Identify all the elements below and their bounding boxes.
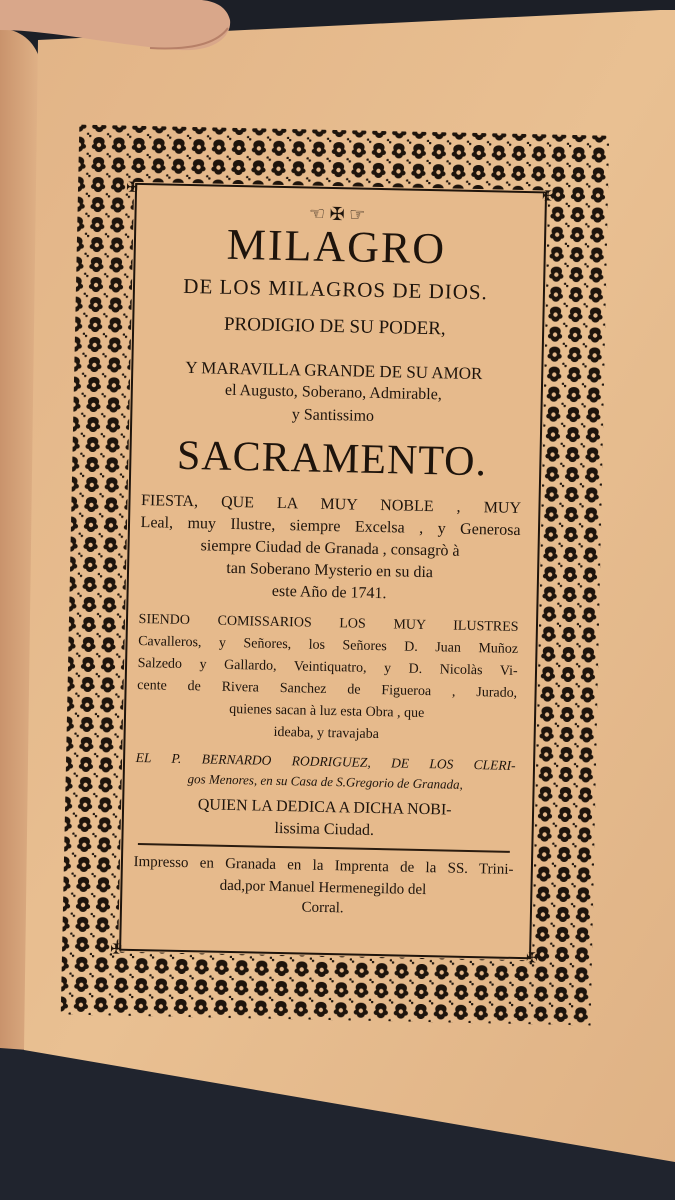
body-2-line-4: cente de Rivera Sanchez de Figueroa , Jurado, bbox=[137, 677, 518, 701]
divider-rule bbox=[138, 843, 510, 853]
title-page bbox=[133, 191, 528, 919]
body-2-line-2: Cavalleros, y Señores, los Señores D. Juan Muñoz bbox=[137, 634, 519, 657]
author-line-2: gos Menores, en su Casa de S.Gregorio de Granada, bbox=[187, 771, 464, 792]
subtitle-4: el Augusto, Soberano, Admirable, bbox=[224, 381, 442, 404]
dedication-line-2: lissima Ciudad. bbox=[274, 819, 375, 839]
author-line-1: EL P. BERNARDO RODRIGUEZ, DE LOS CLERI- bbox=[135, 749, 516, 773]
subtitle-2: PRODIGIO DE SU PODER, bbox=[223, 313, 446, 340]
main-word: SACRAMENTO. bbox=[176, 432, 488, 486]
imprint-line-3: Corral. bbox=[301, 899, 344, 917]
cross-fleuron-icon: ✠ bbox=[329, 203, 345, 225]
subtitle-5: y Santissimo bbox=[291, 406, 375, 425]
body-2-line-5: quienes sacan à luz esta Obra , que bbox=[229, 701, 425, 722]
body-1-line-5: este Año de 1741. bbox=[271, 582, 387, 603]
title: MILAGRO bbox=[226, 219, 447, 274]
imprint-line-1: Impresso en Granada en la Imprenta de la SS. Trini- bbox=[133, 853, 514, 878]
svg-text:✠: ✠ bbox=[525, 950, 539, 967]
body-2-line-6: ideaba, y travajaba bbox=[273, 724, 380, 743]
subtitle-1: DE LOS MILAGROS DE DIOS. bbox=[183, 273, 489, 305]
svg-text:✠: ✠ bbox=[110, 941, 123, 958]
imprint-line-2: dad,por Manuel Hermenegildo del bbox=[219, 877, 427, 899]
body-1-line-2: Leal, muy Ilustre, siempre Excelsa , y Generosa bbox=[140, 514, 521, 539]
body-2-line-1: SIENDO COMISSARIOS LOS MUY ILUSTRES bbox=[138, 612, 519, 635]
dedication-line-1: QUIEN LA DEDICA A DICHA NOBI- bbox=[197, 796, 452, 819]
svg-text:✠: ✠ bbox=[126, 179, 139, 196]
subtitle-3: Y MARAVILLA GRANDE DE SU AMOR bbox=[185, 357, 483, 384]
body-2-line-3: Salzedo y Gallardo, Veintiquatro, y D. Nicolàs Vi- bbox=[137, 655, 518, 679]
body-1-line-1: FIESTA, QUE LA MUY NOBLE , MUY bbox=[140, 492, 522, 517]
body-1-line-4: tan Soberano Mysterio en su dia bbox=[226, 559, 434, 582]
pointing-hand-left-icon: ☜ bbox=[308, 203, 326, 224]
svg-text:✠: ✠ bbox=[541, 188, 555, 205]
body-1-line-3: siempre Ciudad de Granada , consagrò à bbox=[200, 537, 460, 560]
pointing-hand-right-icon: ☞ bbox=[348, 204, 366, 225]
